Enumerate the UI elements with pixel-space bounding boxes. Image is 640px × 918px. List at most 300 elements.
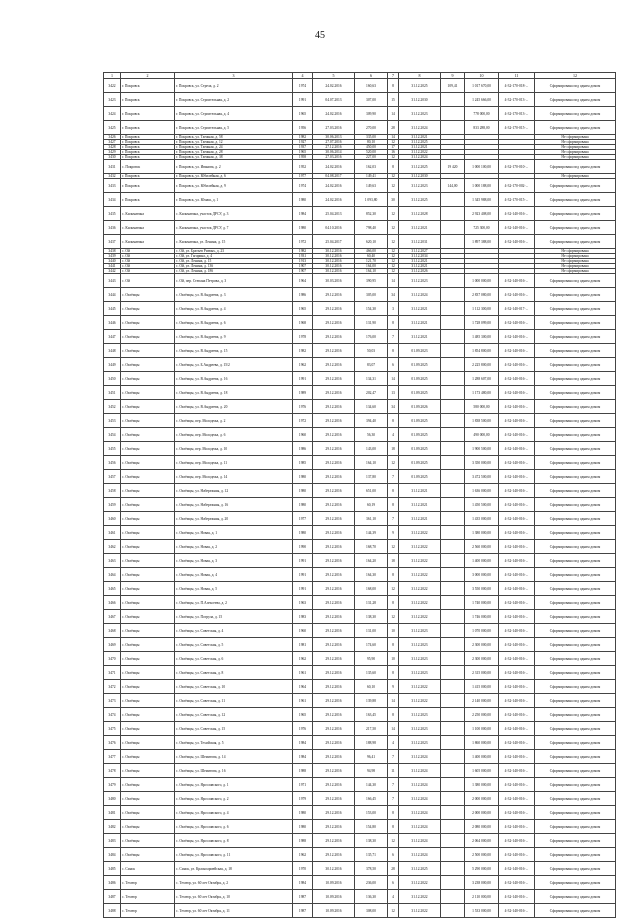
table-cell: 12 [388,249,399,254]
table-cell: 29.12.2016 [313,554,355,568]
table-cell [441,540,465,554]
table-cell: 4-32-140-016-... [499,470,535,484]
table-cell: г. Покровск [121,145,175,150]
table-cell: 31.12.2021 [399,264,441,269]
table-cell: 31.12.2023 [399,736,441,750]
table-cell: 01.09.2025 [399,372,441,386]
table-cell: Сформирована под одним домом [535,456,616,470]
table-cell: 4-32-140-016-... [499,778,535,792]
table-cell: 12 [388,155,399,160]
table-cell: 1980 [293,221,313,235]
table-cell: 3444 [104,288,121,302]
table-cell: 778 000,00 [465,107,499,121]
table-cell: 1 400 000,00 [465,750,499,764]
table-cell: с. Октёмцы, ул. П.Алексеева, д. 2 [175,596,293,610]
table-cell [441,442,465,456]
table-cell: 4-32-140-016-... [499,344,535,358]
table-cell: 3465 [104,582,121,596]
table-cell: 31.12.2021 [399,302,441,316]
table-cell: 8 [388,316,399,330]
table-cell: 202,47 [355,386,388,400]
table-cell: с. Ой, ул. Ленина, д. 136 [175,264,293,269]
table-cell: с. Октёмцы, ул. Техийская, д. 5 [175,736,293,750]
table-cell: с. Октёмцы, пер. Молодежа, д. 14 [175,470,293,484]
table-cell: 1 838 500,00 [465,414,499,428]
table-cell [441,554,465,568]
table-cell: 1991 [293,93,313,107]
table-cell: 29.12.2016 [313,792,355,806]
table-cell: 31.12.2022 [399,876,441,890]
table-row [104,160,616,174]
table-cell: с. Ой, ул. Ленина, д. 186 [175,269,293,274]
table-cell: 25.04.2013 [313,207,355,221]
table-cell: 3478 [104,764,121,778]
table-cell: с. Октёмцы, ул. Ярославского, д. 4 [175,806,293,820]
table-cell: Сформирована под одним домом [535,708,616,722]
table-cell: 4-32-140-016-... [499,834,535,848]
table-cell: 60,10 [355,680,388,694]
table-cell: 1980 [293,470,313,484]
table-cell: с. Кильматина [121,221,175,235]
table-cell: Не сформирована [535,264,616,269]
table-cell: 143,00 [355,442,388,456]
table-cell: 131,00 [355,624,388,638]
table-cell: Сформирована под одним домом [535,428,616,442]
table-row [104,554,616,568]
table-cell: с. Октёмцы [121,568,175,582]
table-cell: 1991 [293,554,313,568]
table-cell: 305,00 [355,288,388,302]
table-cell: Сформирована под одним домом [535,736,616,750]
table-cell: 227,00 [355,155,388,160]
table-cell: с. Покровск [121,160,175,174]
table-cell: Не сформирована [535,140,616,145]
table-row [104,848,616,862]
table-cell: 168,70 [355,540,388,554]
table-cell: 3434 [104,193,121,207]
table-cell: 4-32-140-016-... [499,316,535,330]
table-cell: 29.12.2016 [313,624,355,638]
table-cell: 1970 [293,862,313,876]
table-cell: с. Октёмцы, ул. Новая, д. 1 [175,526,293,540]
table-cell [441,568,465,582]
table-cell: Не сформирована [535,174,616,179]
table-cell: 4-32-140-016-... [499,358,535,372]
table-cell: 29.12.2016 [313,680,355,694]
table-cell: 4-32-140-016-... [499,904,535,918]
table-cell: 135,71 [355,848,388,862]
table-cell: 83,07 [355,358,388,372]
table-cell: 4-32-140-016-... [499,484,535,498]
table-cell: 29.12.2016 [313,386,355,400]
table-cell: 2 250 000,00 [465,708,499,722]
table-cell: 31.12.2022 [399,568,441,582]
table-cell: 1913 [293,259,313,264]
table-cell: с. Кильматина, ул. Ленина, д. 15 [175,235,293,249]
table-cell: 149,63 [355,179,388,193]
table-cell: 1983 [293,610,313,624]
table-cell: 7 [388,512,399,526]
table-cell: 1 485 300,00 [465,330,499,344]
table-cell: с. Октёмцы, ул. Шемитова, д. 14 [175,750,293,764]
table-cell [441,904,465,918]
table-cell: 8 [388,344,399,358]
register-table-wrapper [103,72,615,918]
table-cell: с. Октёмцы [121,652,175,666]
table-cell: с. Октёмцы [121,400,175,414]
table-cell: 1 112 300,00 [465,302,499,316]
table-cell: 8 [388,414,399,428]
table-cell: 4-32-140-016-... [499,694,535,708]
table-cell: 1 100 000,00 [465,722,499,736]
table-cell: 3459 [104,498,121,512]
table-cell: 4-32-140-016-... [499,428,535,442]
table-cell: 12 [388,904,399,918]
table-cell: 04.07.2013 [313,93,355,107]
table-cell: 335,00 [355,135,388,140]
table-cell [441,750,465,764]
table-cell: Сформирована под одним домом [535,179,616,193]
table-cell: г. Покровск [121,79,175,93]
table-cell: 308,00 [355,904,388,918]
table-cell: 8 [388,568,399,582]
table-cell: с. Техтюр [121,890,175,904]
table-cell: 12 [388,834,399,848]
table-cell: 34 [388,400,399,414]
table-cell: 3428 [104,145,121,150]
table-cell: 31.12.2024 [399,288,441,302]
column-header: 8 [399,73,441,79]
table-cell: 4-32-140-016-... [499,554,535,568]
table-cell: г. Покровск, ул. Таежная, д. 38 [175,155,293,160]
table-cell: 16 [388,150,399,155]
table-cell: г. Покровск, ул. Иванова, д. 2 [175,160,293,174]
table-cell: 27.12.2016 [313,145,355,150]
table-cell: 166,45 [355,792,388,806]
table-cell: 14 [388,135,399,140]
table-cell: 1 000 188,00 [465,179,499,193]
table-cell: 1952 [293,160,313,174]
table-cell: 4-32-140-016-... [499,680,535,694]
table-cell: с. Октёмцы, ул. Набережная, д. 20 [175,512,293,526]
table-cell: 1907 [293,269,313,274]
table-cell: 31.12.2025 [399,862,441,876]
table-cell: 4-32-140-016-... [499,890,535,904]
table-row [104,750,616,764]
table-cell: 30 [388,193,399,207]
table-cell: 3477 [104,750,121,764]
table-cell: 12 [388,221,399,235]
table-cell: 4-32-140-016-... [499,736,535,750]
table-cell: г. Покровск [121,155,175,160]
table-cell: 390,95 [355,274,388,288]
table-cell: 4-32-140-016-... [499,582,535,596]
table-cell: 24.02.2016 [313,179,355,193]
table-cell: 31.12.2024 [399,764,441,778]
table-cell: 1963 [293,596,313,610]
table-cell: Сформирована под одним домом [535,160,616,174]
table-cell [441,456,465,470]
table-row [104,107,616,121]
table-cell: с. Октёмцы, ул. Ярославского, д. 1 [175,778,293,792]
table-cell: Сформирована под одним домом [535,834,616,848]
table-cell: 30.06.2014 [313,150,355,155]
table-cell: 1984 [293,876,313,890]
table-cell: 1977 [293,174,313,179]
table-cell: 2 000 000,00 [465,806,499,820]
table-cell: 725 300,00 [465,221,499,235]
table-cell [441,876,465,890]
table-cell: 3462 [104,540,121,554]
table-cell: г. Покровск, ул. Строительная, д. 4 [175,107,293,121]
table-cell: 1 380 000,00 [465,778,499,792]
table-row [104,568,616,582]
table-cell: 2 500 000,00 [465,848,499,862]
table-cell: г. Покровск [121,140,175,145]
table-cell: с. Октёмцы, ул. В.Андреева, д. 9 [175,330,293,344]
table-cell: 50,03 [355,344,388,358]
table-cell: г. Покровск, ул. Стрела, д. 2 [175,79,293,93]
table-cell: 1960 [293,624,313,638]
table-cell: 2 923 408,00 [465,207,499,221]
table-cell: г. Покровск, ул. Юмаш, д. 1 [175,193,293,207]
table-row [104,764,616,778]
table-cell: 4 [388,736,399,750]
table-cell: с. Октёмцы, ул. В.Андреева, д. 20 [175,400,293,414]
table-cell: 7 [388,792,399,806]
table-cell: 31.12.2024 [399,750,441,764]
table-cell: 1 740 000,00 [465,596,499,610]
table-cell: 3472 [104,680,121,694]
table-cell: 1965 [293,150,313,155]
table-cell: 1965 [293,302,313,316]
table-cell: 8 [388,498,399,512]
table-cell: 1980 [293,498,313,512]
table-cell: 162,03 [355,160,388,174]
table-cell: 3445 [104,302,121,316]
table-cell: с. Кильматина [121,235,175,249]
table-cell: 14 [388,107,399,121]
table-cell: 60,40 [355,254,388,259]
table-cell: с. Октёмцы, ул. В.Андреева, д. 4 [175,302,293,316]
table-cell: 3449 [104,358,121,372]
table-cell: Сформирована под одним домом [535,288,616,302]
table-cell: 2 000 000,00 [465,792,499,806]
table-cell: 01.09.2026 [399,400,441,414]
table-cell [441,358,465,372]
table-cell: 7 [388,330,399,344]
table-cell: с. Октёмцы, ул. В.Андреева, д. 6 [175,316,293,330]
table-cell: 144,39 [355,526,388,540]
table-cell: г. Покровск [121,135,175,140]
table-cell: Сформирована под одним домом [535,526,616,540]
table-cell: с. Октёмцы [121,442,175,456]
table-cell: 1 605 000,00 [465,764,499,778]
table-cell: 29.12.2016 [313,694,355,708]
table-cell: с. Октёмцы, пер. Молодежа, д. 10 [175,442,293,456]
table-cell: 1991 [293,582,313,596]
table-cell: 121,70 [355,259,388,264]
table-cell: 4-32-140-016-... [499,414,535,428]
table-cell: с. Октёмцы [121,498,175,512]
table-cell [441,694,465,708]
table-cell: 139,88 [355,694,388,708]
table-cell: 3467 [104,610,121,624]
table-row [104,596,616,610]
table-cell: 12 [388,582,399,596]
table-cell: 4-32-170-002-... [499,179,535,193]
table-cell: 31.12.2023 [399,179,441,193]
table-row [104,221,616,235]
table-cell: 1 000 100,00 [465,160,499,174]
table-cell: 3470 [104,652,121,666]
table-cell: 1 173 480,00 [465,386,499,400]
table-cell: 01.09.2025 [399,386,441,400]
table-cell: Сформирована под одним домом [535,330,616,344]
table-row [104,288,616,302]
table-cell: 31.12.2021 [399,135,441,140]
table-cell: 10.09.2016 [313,904,355,918]
table-cell: 307,00 [355,93,388,107]
table-cell: с. Ой [121,249,175,254]
table-cell: 31.12.2022 [399,582,441,596]
table-cell: с. Синск, ул. Красноармейская, д. 18 [175,862,293,876]
table-cell: 27.03.2016 [313,121,355,135]
table-cell: Не сформирована [535,145,616,150]
table-cell: Сформирована под одним домом [535,121,616,135]
table-cell: 1 000 000,00 [465,274,499,288]
table-cell: Сформирована под одним домом [535,652,616,666]
table-cell: Сформирована под одним домом [535,554,616,568]
table-cell: 12 [388,456,399,470]
table-cell: 30.12.2016 [313,249,355,254]
table-cell: 651,00 [355,484,388,498]
table-cell [441,778,465,792]
table-cell: 144,30 [355,778,388,792]
table-cell: 309,90 [355,107,388,121]
table-cell [441,596,465,610]
table-cell: 109,41 [441,79,465,93]
table-cell: 3430 [104,155,121,160]
table-cell: 29.12.2016 [313,344,355,358]
table-cell: 4-32-140-016-... [499,750,535,764]
table-cell [441,736,465,750]
table-cell: 31.12.2026 [399,269,441,274]
table-cell: 1 400 000,00 [465,554,499,568]
table-cell: с. Октёмцы [121,750,175,764]
table-cell: 1980 [293,193,313,207]
table-cell: 1 533 000,00 [465,904,499,918]
table-cell: 149,41 [355,174,388,179]
table-cell: 1980 [293,526,313,540]
table-cell: г. Покровск, ул. Юбилейная, д. 9 [175,179,293,193]
table-cell: 3433 [104,179,121,193]
table-cell: Сформирована под одним домом [535,806,616,820]
table-cell: 24.02.2016 [313,193,355,207]
table-cell [441,862,465,876]
table-cell: Сформирована под одним домом [535,302,616,316]
table-cell: 29.12.2016 [313,414,355,428]
table-cell: 31.12.2021 [399,259,441,264]
table-cell: 3426 [104,135,121,140]
table-cell: с. Октёмцы [121,330,175,344]
table-row [104,806,616,820]
table-cell: 12 [388,207,399,221]
table-row [104,876,616,890]
table-cell: 1990 [293,540,313,554]
table-cell [441,582,465,596]
table-cell: 3452 [104,400,121,414]
table-cell: 7 [388,750,399,764]
table-row [104,93,616,107]
table-cell: с. Октёмцы, ул. Ярославского, д. 6 [175,820,293,834]
table-cell: 31.12.2024 [399,848,441,862]
table-cell: 3461 [104,526,121,540]
table-cell: 19 420 [441,160,465,174]
column-header: 2 [121,73,175,79]
table-cell: с. Октёмцы, ул. В.Андреева, д. 18 [175,386,293,400]
table-cell: Сформирована под одним домом [535,512,616,526]
table-cell: 1 070 000,00 [465,624,499,638]
table-cell: 3443 [104,274,121,288]
table-cell: 4-32-140-016-... [499,806,535,820]
table-row [104,330,616,344]
table-cell: 2 225 800,00 [465,358,499,372]
table-cell: Не сформирована [535,259,616,264]
table-cell: 1980 [293,484,313,498]
table-cell: 1968 [293,316,313,330]
table-cell: с. Октёмцы [121,806,175,820]
table-cell: с. Октёмцы [121,708,175,722]
table-cell: 136,30 [355,890,388,904]
table-cell: 3482 [104,820,121,834]
column-header: 9 [441,73,465,79]
table-cell: Не сформирована [535,249,616,254]
table-cell: Сформирована под одним домом [535,358,616,372]
table-cell: с. Октёмцы, ул. Новая, д. 2 [175,540,293,554]
table-cell [441,722,465,736]
table-cell: 30.12.2016 [313,259,355,264]
table-cell: 4 [388,428,399,442]
table-cell: 10.09.2016 [313,890,355,904]
table-cell: 31.12.2025 [399,160,441,174]
column-header: 1 [104,73,121,79]
table-cell: 1989 [293,386,313,400]
table-cell: 134,31 [355,372,388,386]
table-cell: с. Октёмцы, ул. Шемитова, д. 16 [175,764,293,778]
table-cell: 3454 [104,428,121,442]
table-cell: 31.12.2023 [399,666,441,680]
table-cell: 31.12.2031 [399,235,441,249]
table-row [104,358,616,372]
table-cell: с. Синск [121,862,175,876]
table-cell: 4-32-140-016-... [499,792,535,806]
table-cell [441,316,465,330]
table-cell: 1962 [293,848,313,862]
table-cell: 1931 [293,254,313,259]
table-cell [441,512,465,526]
table-cell: 29.12.2016 [313,820,355,834]
table-cell: 135,60 [355,666,388,680]
table-cell: с. Октёмцы [121,414,175,428]
table-row [104,414,616,428]
table-cell: 8 [388,666,399,680]
column-header: 3 [175,73,293,79]
table-cell: 3439 [104,254,121,259]
table-cell: с. Октёмцы [121,624,175,638]
table-cell [441,610,465,624]
table-cell: 4-32-140-016-... [499,666,535,680]
